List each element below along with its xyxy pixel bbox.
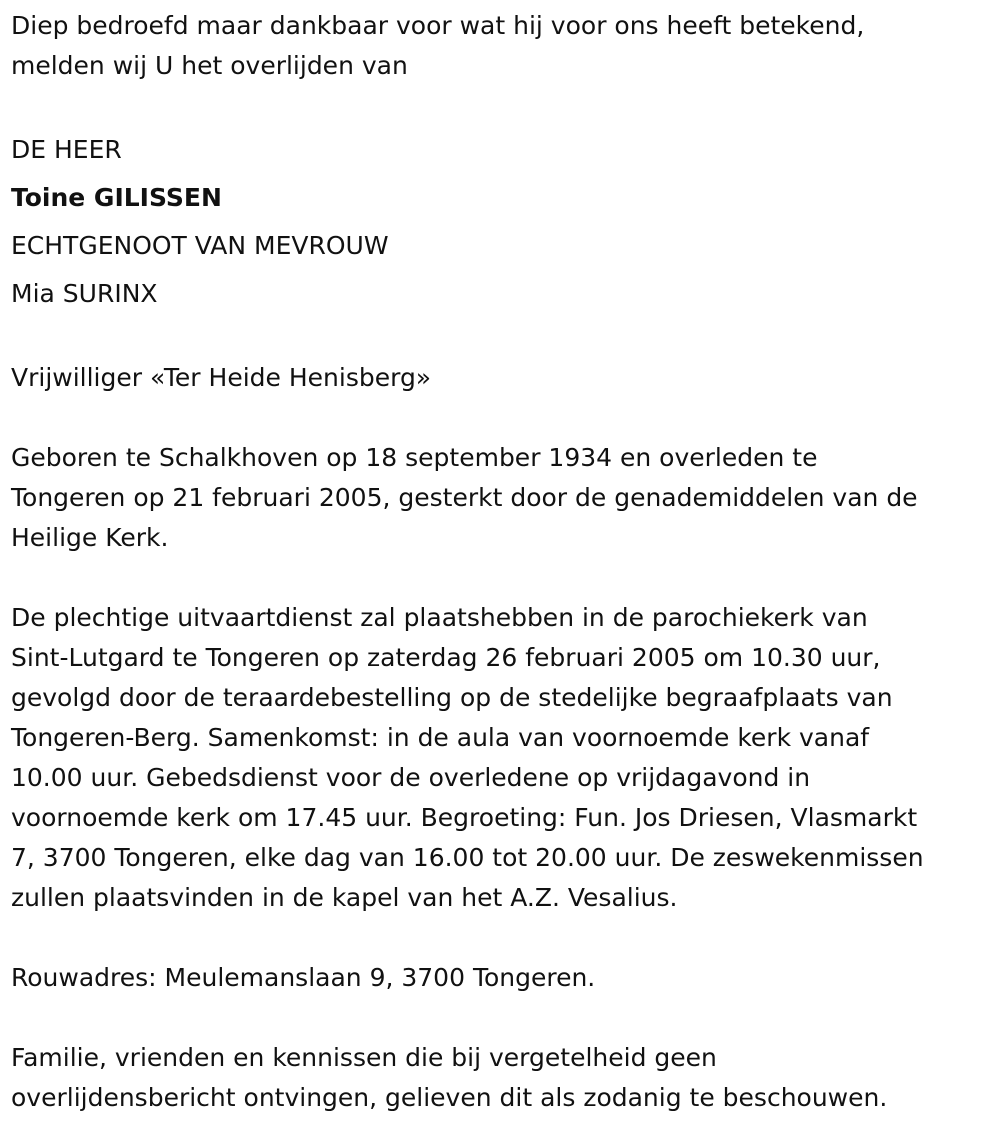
funeral-line: De plechtige uitvaartdienst zal plaatshebben in de parochiekerk van: [11, 603, 868, 632]
deceased-block: [11, 126, 986, 318]
intro-paragraph: [11, 6, 986, 86]
spouse-name: Mia SURINX: [11, 279, 158, 308]
spacer: [11, 558, 986, 598]
honorific: DE HEER: [11, 135, 122, 164]
funeral-paragraph: [11, 598, 986, 918]
intro-line: melden wij U het overlijden van: [11, 51, 408, 80]
intro-line: Diep bedroefd maar dankbaar voor wat hij voor ons heeft betekend,: [11, 11, 865, 40]
funeral-line: gevolgd door de teraardebestelling op de stedelijke begraafplaats van: [11, 683, 893, 712]
funeral-line: Tongeren-Berg. Samenkomst: in de aula van voornoemde kerk vanaf: [11, 723, 870, 752]
spacer: [11, 86, 986, 126]
birth-death-line: Geboren te Schalkhoven op 18 september 1934 en overleden te: [11, 443, 818, 472]
mourning-address: Rouwadres: Meulemanslaan 9, 3700 Tongeren.: [11, 963, 596, 992]
deceased-name: Toine GILISSEN: [11, 183, 222, 212]
spacer: [11, 998, 986, 1038]
obituary-notice: [11, 6, 986, 1118]
funeral-line: 10.00 uur. Gebedsdienst voor de overledene op vrijdagavond in: [11, 763, 811, 792]
funeral-line: Sint-Lutgard te Tongeren op zaterdag 26 februari 2005 om 10.30 uur,: [11, 643, 881, 672]
funeral-line: voornoemde kerk om 17.45 uur. Begroeting: Fun. Jos Driesen, Vlasmarkt: [11, 803, 918, 832]
birth-death-line: Heilige Kerk.: [11, 523, 169, 552]
birth-death-paragraph: [11, 438, 986, 558]
spacer: [11, 918, 986, 958]
funeral-line: 7, 3700 Tongeren, elke dag van 16.00 tot 20.00 uur. De zeswekenmissen: [11, 843, 924, 872]
volunteer-role: Vrijwilliger «Ter Heide Henisberg»: [11, 363, 432, 392]
birth-death-line: Tongeren op 21 februari 2005, gesterkt door de genademiddelen van de: [11, 483, 918, 512]
relation-label: ECHTGENOOT VAN MEVROUW: [11, 231, 389, 260]
closing-paragraph: [11, 1038, 986, 1118]
funeral-line: zullen plaatsvinden in de kapel van het A.Z. Vesalius.: [11, 883, 678, 912]
spacer: [11, 318, 986, 358]
closing-line: Familie, vrienden en kennissen die bij vergetelheid geen: [11, 1043, 717, 1072]
closing-line: overlijdensbericht ontvingen, gelieven dit als zodanig te beschouwen.: [11, 1083, 888, 1112]
spacer: [11, 398, 986, 438]
